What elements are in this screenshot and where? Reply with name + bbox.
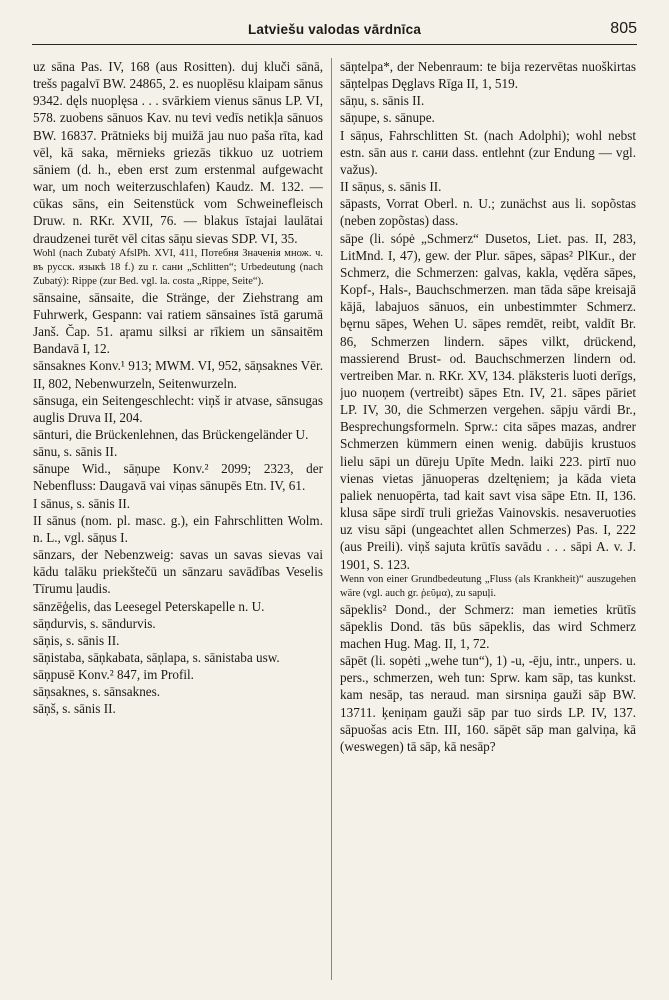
entry-sanus-ref: II sāņus, s. sānis II. — [340, 179, 442, 195]
entry-sanus-1: I sānus, s. sānis II. — [33, 495, 131, 511]
entry-sanu-ref: sāņu, s. sānis II. — [340, 93, 425, 109]
entry-sanpuse: sāņpusē Konv.² 847, im Profil. — [33, 667, 194, 683]
page-header — [32, 18, 637, 45]
entry-sapet: sāpēt (li. sopėti „wehe tun“), 1) -u, -ēju, intr., unpers. u. pers., schmerzen, weh tun: Sprw. kam sāp, tas kunkst. kam nesāp, tas neraud. man sirsniņa gauži sāp BW. 13711. ķeniņam gauži sāp par tuo sirds LP. IV, 137. sāpuošas acis Etn. III, 160. sāpēt sāp man galviņa, kā (weswegen) tā sāp, kā nesāp? — [340, 653, 636, 754]
entry-sans: sāņš, s. sānis II. — [33, 701, 116, 717]
etymology-note-sape: Wenn von einer Grundbedeutung „Fluss (als Krankheit)“ auszugehen wäre (vgl. auch gr. ῥεῦμα), zu sapuļi. — [340, 573, 636, 599]
column-divider — [331, 58, 332, 980]
entry-sandurvis: sāņdurvis, s. sāndurvis. — [33, 615, 156, 631]
etymology-note: Wohl (nach Zubatý AfslPh. XVI, 411, Потебня Значенія множ. ч. въ русск. языкѣ 18 f.) zu r. сани „Schlitten“; Urbedeutung (nach Zubatý): Rippe (zur Bed. vgl. la. costa „Rippe, Seite“). — [33, 247, 323, 287]
entry-sapasts: sāpasts, Vorrat Oberl. n. U.; zunächst aus li. sopõstas (neben zopõstas) dass. — [340, 196, 636, 229]
entry-sape: sāpe (li. sópė „Schmerz“ Dusetos, Liet. pas. II, 283, LitMnd. I, 47), gew. der Plur. sāpes, sāpas² PlKur., der Schmerz, die Schmerzen: galvas, kakla, vęděra sāpes, Kopf-, Hals-, Bauchschmerzen. man tāda sāpe kreisajā kājā, labajuos sānuos, ein unbestimmter Schmerz. bęrnu sāpes, Wehen U. sāpes remdēt, reibt, valdīt Br. 86, Schmerzen lindern. sāpes vilkt, drückend, massierend Brust- od. Bauchschmerzen lindern od. vertreiben Mar. n. RKr. XV, 134. plāksteris luoti derīgs, juo nuoņem (vertreibt) sāpes Etn. IV, 21. sāpes pāriet LP. IV, 30, die Schmerzen vergehen. sāpju vārdi Br., Besprechungsformeln. Sprw.: cita sāpes mazas, andrer Schmerzen kümmern einen wenig. dabūjis krustuos lielu sāpi un dūreju Upīte Medn. laiki 223. pirtī nuo vienas vietas jānuoperas dzeltęniem; ja kāda vieta paliek nenuopērta, tad kait savt visa sāpe Etn. II, 136. klusa sāpe sirdī truli griežas Vainovskis. nesaveruoties uz visu sāpi (ungeachtet allen Schmerzes) Pas. I, 222 (aus Preili). viņš sajuta krūtīs savādu . . . sāpi A. v. J. 1901, S. 123. — [340, 230, 636, 572]
entry-sanzars: sānzars, der Nebenzweig: savas un savas sievas vai kādu talāku priekštečū un sānzaru savādības Veselis Tīrumu ļaudis. — [33, 547, 323, 597]
entry-sanupe: sānupe Wid., sāņupe Konv.² 2099; 2323, der Nebenfluss: Daugavā vai viņas sānupēs Etn. IV, 61. — [33, 461, 323, 494]
entry-sanus-2: II sānus (nom. pl. masc. g.), ein Fahrschlitten Wolm. n. L., vgl. sāņus I. — [33, 512, 323, 545]
entry-sansaknes: sānsaknes Konv.¹ 913; MWM. VI, 952, sāņsaknes Vēr. II, 802, Nebenwurzeln, Seitenwurzeln. — [33, 358, 323, 391]
entry-santuri: sānturi, die Brückenlehnen, das Brückengeländer U. — [33, 426, 309, 442]
entry-sanus-fahrschlitten: I sāņus, Fahrschlitten St. (nach Adolphi); wohl nebst estn. sān aus r. сани dass. entlehnt (zur Endung — vgl. važus). — [340, 127, 636, 177]
entry-sanupe-ref: sāņupe, s. sānupe. — [340, 110, 435, 126]
entry-sanis: sāņis, s. sānis II. — [33, 632, 120, 648]
entry-sapeklis: sāpeklis² Dond., der Schmerz: man iemeties krūtīs sāpeklis Dond. tās būs sāpeklis, das wird Schmerz machen Hug. Mag. II, 1, 72. — [340, 601, 636, 651]
running-title: Latviešu valodas vārdnīca — [247, 22, 422, 37]
entry-sansuga: sānsuga, ein Seitengeschlecht: viņš ir atvase, sānsugas auglis Druva II, 204. — [33, 392, 323, 425]
entry-sanu: sānu, s. sānis II. — [33, 444, 118, 460]
entry-sanzegelis: sānzēģelis, das Leesegel Peterskapelle n. U. — [33, 598, 265, 614]
entry-sansaknes-ref: sāņsaknes, s. sānsaknes. — [33, 684, 161, 700]
entry-sansaine: sānsaine, sānsaite, die Stränge, der Ziehstrang am Fuhrwerk, Gespann: vai ratiem sānsaines īstā garumā Janš. Čap. 51. aŗamu silksi ar rīkiem un sānsaitēm Bandavā I, 12. — [33, 289, 323, 357]
right-column — [340, 58, 636, 986]
entry-sanistaba: sāņistaba, sāņkabata, sāņlapa, s. sānistaba usw. — [33, 650, 280, 665]
entry-santelpa: sāņtelpa*, der Nebenraum: te bija rezervētas nuoškirtas sāņtelpas Dęglavs Rīga II, 1, 519. — [340, 59, 636, 92]
entry-text: uz sāna Pas. IV, 168 (aus Rositten). duj kluči sānā, trešs pagalvī BW. 24865, 2. es nuoplēsu klaipam sānus 9342. dęls nuoplęsa . . . svārkiem vienus sānus LP. VI, 578. zuobens sānuos Kav. nu tevi vedīs netikļa sānuos BW. 16837. Prātnieks bij muižā jau nuo paša rīta, kad vēl, kā saka, mērnieks griezās tikkuo uz uotriem sāniem (d. h., eben erst zum erstenmal aufgewacht war, um noch weiterzuschlafen) Kaudz. M. 132. — cūkas sāns, ein Seitenstück vom Schweinefleisch Druw. n. RKr. XVII, 76. — blakus īstajai laulātai draudzenei turēt vēl citas sāņu sievas SDP. VI, 35. — [33, 59, 323, 246]
left-column — [33, 58, 323, 986]
page-number: 805 — [610, 20, 637, 37]
